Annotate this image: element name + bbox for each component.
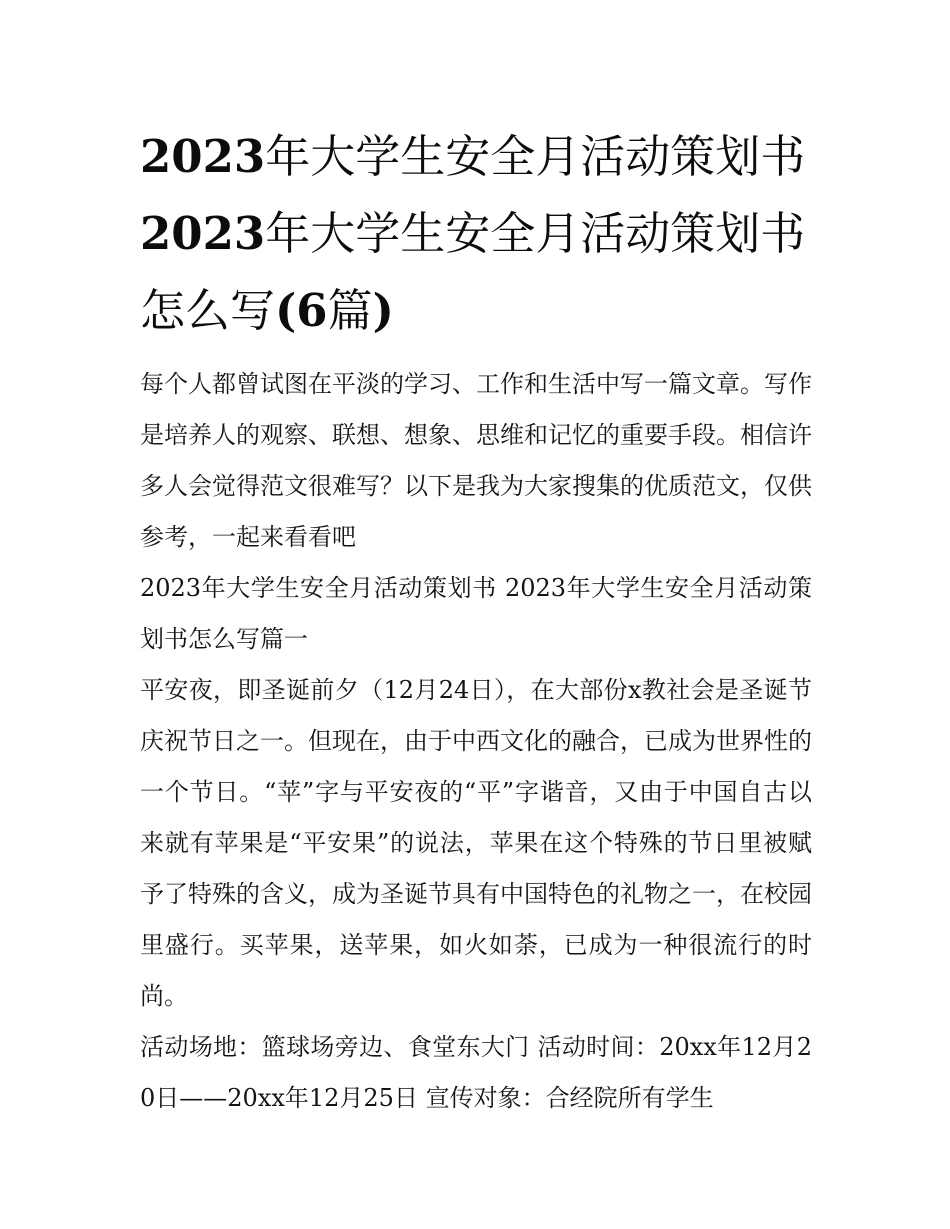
title-part: (6: [275, 284, 328, 337]
document-page: [140, 118, 812, 1124]
intro-paragraph: 每个人都曾试图在平淡的学习、工作和生活中写一篇文章。写作是培养人的观察、联想、想象、思维和记忆的重要手段。相信许多人会觉得范文很难写？以下是我为大家搜集的优质范文，仅供参考，一起来看看吧: [140, 370, 812, 551]
section-heading: 2023年大学生安全月活动策划书 2023年大学生安全月活动策划书怎么写篇一: [140, 574, 812, 653]
title-part: 2023: [140, 207, 266, 260]
title-part: 篇: [327, 284, 373, 337]
activity-details: 活动场地：篮球场旁边、食堂东大门 活动时间：20xx年12月20日——20xx年12月25日 宣传对象：合经院所有学生: [140, 1033, 812, 1112]
document-title: [140, 118, 812, 349]
title-part: ): [372, 284, 394, 337]
body-paragraph: 平安夜，即圣诞前夕（12月24日），在大部份x教社会是圣诞节庆祝节日之一。但现在，由于中西文化的融合，已成为世界性的一个节日。“苹”字与平安夜的“平”字谐音，又由于中国自古以来就有苹果是“平安果”的说法，苹果在这个特殊的节日里被赋予了特殊的含义，成为圣诞节具有中国特色的礼物之一，在校园里盛行。买苹果，送苹果，如火如荼，已成为一种很流行的时尚。: [140, 676, 812, 1010]
title-part: 2023: [140, 130, 266, 183]
title-part: 年大学生安全月活动策划书怎么写: [140, 207, 806, 337]
title-part: 年大学生安全月活动策划书: [265, 130, 806, 183]
